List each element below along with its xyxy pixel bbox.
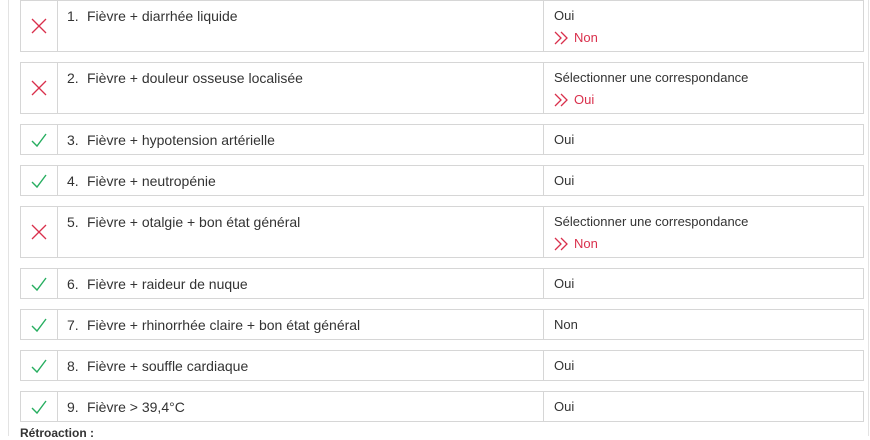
question-text [57,351,544,380]
question-label: Fièvre + rhinorrhée claire + bon état général [87,317,361,333]
checkmark-icon [21,166,58,195]
question-label: Fièvre + raideur de nuque [87,276,248,292]
match-row [20,124,864,155]
question-text [57,1,544,51]
question-number: 4. [67,173,79,189]
answer-cell [554,63,863,113]
selected-answer: Oui [554,8,575,23]
right-frame-border [868,0,869,436]
question-label: Fièvre + hypotension artérielle [87,132,275,148]
selected-answer: Oui [554,132,575,147]
question-label: Fièvre + souffle cardiaque [87,358,249,374]
question-label: Fièvre + neutropénie [87,173,216,189]
selected-answer: Oui [554,399,575,414]
question-number: 9. [67,399,79,415]
question-label: Fièvre + otalgie + bon état général [87,214,301,230]
correct-answer-label: Non [574,30,598,45]
answer-cell [554,125,863,154]
answer-cell [554,1,863,51]
match-row [20,0,864,52]
question-text [57,269,544,298]
answer-cell [554,166,863,195]
match-row [20,206,864,258]
question-text [57,166,544,195]
match-row [20,350,864,381]
question-number: 8. [67,358,79,374]
selected-answer: Oui [554,358,575,373]
cross-icon [21,1,58,51]
selected-answer: Oui [554,276,575,291]
match-row [20,62,864,114]
checkmark-icon [21,392,58,421]
answer-cell [554,269,863,298]
selected-answer: Sélectionner une correspondance [554,214,749,229]
match-row [20,268,864,299]
left-frame-border [8,0,9,436]
question-number: 5. [67,214,79,230]
answer-cell [554,207,863,257]
correct-answer-label: Non [574,236,598,251]
cross-icon [21,207,58,257]
question-number: 2. [67,70,79,86]
question-text [57,207,544,257]
double-chevron-right-icon [554,93,570,107]
question-text [57,310,544,339]
match-row [20,309,864,340]
question-text [57,125,544,154]
selected-answer: Oui [554,173,575,188]
question-text [57,392,544,421]
question-text [57,63,544,113]
answer-cell [554,351,863,380]
correct-answer [554,30,863,46]
question-number: 6. [67,276,79,292]
checkmark-icon [21,310,58,339]
checkmark-icon [21,269,58,298]
checkmark-icon [21,351,58,380]
correct-answer [554,92,863,108]
correct-answer-label: Oui [574,92,595,107]
selected-answer: Sélectionner une correspondance [554,70,749,85]
question-label: Fièvre + douleur osseuse localisée [87,70,303,86]
double-chevron-right-icon [554,31,570,45]
question-label: Fièvre > 39,4°C [87,399,185,415]
answer-cell [554,310,863,339]
cross-icon [21,63,58,113]
match-row [20,391,864,422]
question-number: 1. [67,8,79,24]
question-label: Fièvre + diarrhée liquide [87,8,238,24]
question-number: 3. [67,132,79,148]
feedback-label: Rétroaction : [20,426,95,440]
double-chevron-right-icon [554,237,570,251]
selected-answer: Non [554,317,578,332]
checkmark-icon [21,125,58,154]
question-number: 7. [67,317,79,333]
answer-cell [554,392,863,421]
match-row [20,165,864,196]
correct-answer [554,236,863,252]
